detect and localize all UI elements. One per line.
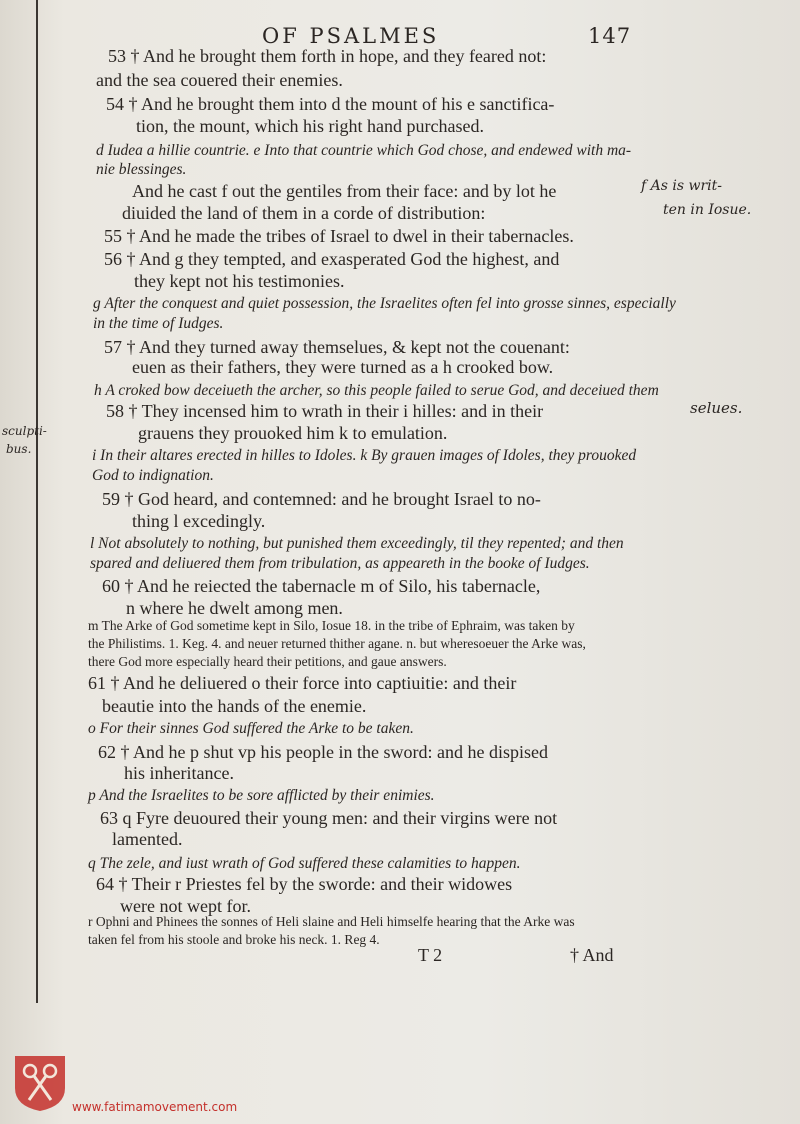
text-line: lamented. — [112, 829, 183, 849]
left-rule — [36, 0, 38, 1003]
page-number: 147 — [588, 24, 632, 48]
text-line: d Iudea a hillie countrie. e Into that countrie which God chose, and endewed with ma- — [96, 142, 632, 159]
margin-note-right: f As is writ- — [641, 178, 722, 194]
text-line: the Philistims. 1. Keg. 4. and neuer returned thither agane. n. but wheresoeuer the Arke was, — [88, 636, 586, 651]
text-line: 61 † And he deliuered o their force into captiuitie: and their — [88, 673, 517, 693]
watermark-url: www.fatimamovement.com — [72, 1100, 238, 1114]
text-line: grauens they prouoked him k to emulation. — [138, 423, 448, 443]
text-line: 53 † And he brought them forth in hope, and they feared not: — [108, 46, 547, 66]
text-line: i In their altares erected in hilles to Idoles. k By grauen images of Idoles, they prouoked — [92, 447, 637, 464]
text-line: and the sea couered their enemies. — [96, 70, 343, 90]
text-line: 58 † They incensed him to wrath in their i hilles: and in their — [106, 401, 544, 421]
signature-mark: T 2 — [418, 945, 443, 965]
text-line: they kept not his testimonies. — [134, 271, 345, 291]
text-line: 56 † And g they tempted, and exasperated God the highest, and — [104, 249, 560, 269]
text-line: beautie into the hands of the enemie. — [102, 696, 367, 716]
text-line: were not wept for. — [120, 896, 251, 916]
margin-note-left-cont: bus. — [6, 442, 32, 456]
catchword: † And — [570, 945, 614, 965]
text-line: in the time of Iudges. — [93, 315, 224, 332]
margin-note-selues: selues. — [690, 399, 743, 417]
text-line: r Ophni and Phinees the sonnes of Heli slaine and Heli himselfe hearing that the Arke was — [88, 914, 575, 929]
text-line: p And the Israelites to be sore afflicted by their enimies. — [88, 787, 435, 804]
running-title: OF PSALMES — [262, 24, 440, 48]
text-line: euen as their fathers, they were turned as a h crooked bow. — [132, 357, 554, 377]
text-line: n where he dwelt among men. — [126, 598, 343, 618]
keys-shield-logo-icon — [13, 1054, 67, 1112]
text-line: diuided the land of them in a corde of distribution: — [122, 203, 486, 223]
text-line: 64 † Their r Priestes fel by the sworde: and their widowes — [96, 874, 513, 894]
text-line: 59 † God heard, and contemned: and he brought Israel to no- — [102, 489, 541, 509]
text-line: God to indignation. — [92, 467, 214, 484]
text-line: 57 † And they turned away themselues, & kept not the couenant: — [104, 337, 570, 357]
text-line: 54 † And he brought them into d the mount of his e sanctifica- — [106, 94, 555, 114]
text-line: 55 † And he made the tribes of Israel to dwel in their tabernacles. — [104, 226, 574, 246]
text-line: l Not absolutely to nothing, but punished them exceedingly, til they repented; and then — [90, 535, 624, 552]
text-line: 62 † And he p shut vp his people in the sword: and he dispised — [98, 742, 548, 762]
text-line: g After the conquest and quiet possession, the Israelites often fel into grosse sinnes, especially — [93, 295, 676, 312]
text-line: m The Arke of God sometime kept in Silo, Iosue 18. in the tribe of Ephraim, was taken by — [88, 618, 575, 633]
margin-note-right-cont: ten in Iosue. — [663, 202, 752, 218]
text-line: his inheritance. — [124, 763, 234, 783]
text-line: o For their sinnes God suffered the Arke to be taken. — [88, 720, 414, 737]
text-line: And he cast f out the gentiles from their face: and by lot he — [132, 181, 557, 201]
text-line: 60 † And he reiected the tabernacle m of Silo, his tabernacle, — [102, 576, 541, 596]
text-line: h A croked bow deceiueth the archer, so this people failed to serue God, and deceiued them — [94, 382, 659, 399]
text-line: tion, the mount, which his right hand purchased. — [136, 116, 484, 136]
margin-note-left: sculpti- — [2, 424, 47, 438]
text-line: spared and deliuered them from tribulation, as appeareth in the booke of Iudges. — [90, 555, 590, 572]
text-line: there God more especially heard their petitions, and gaue answers. — [88, 654, 447, 669]
text-line: taken fel from his stoole and broke his neck. 1. Reg 4. — [88, 932, 380, 947]
text-line: nie blessinges. — [96, 161, 187, 178]
text-line: thing l excedingly. — [132, 511, 266, 531]
text-line: q The zele, and iust wrath of God suffered these calamities to happen. — [88, 855, 521, 872]
text-line: 63 q Fyre deuoured their young men: and their virgins were not — [100, 808, 558, 828]
